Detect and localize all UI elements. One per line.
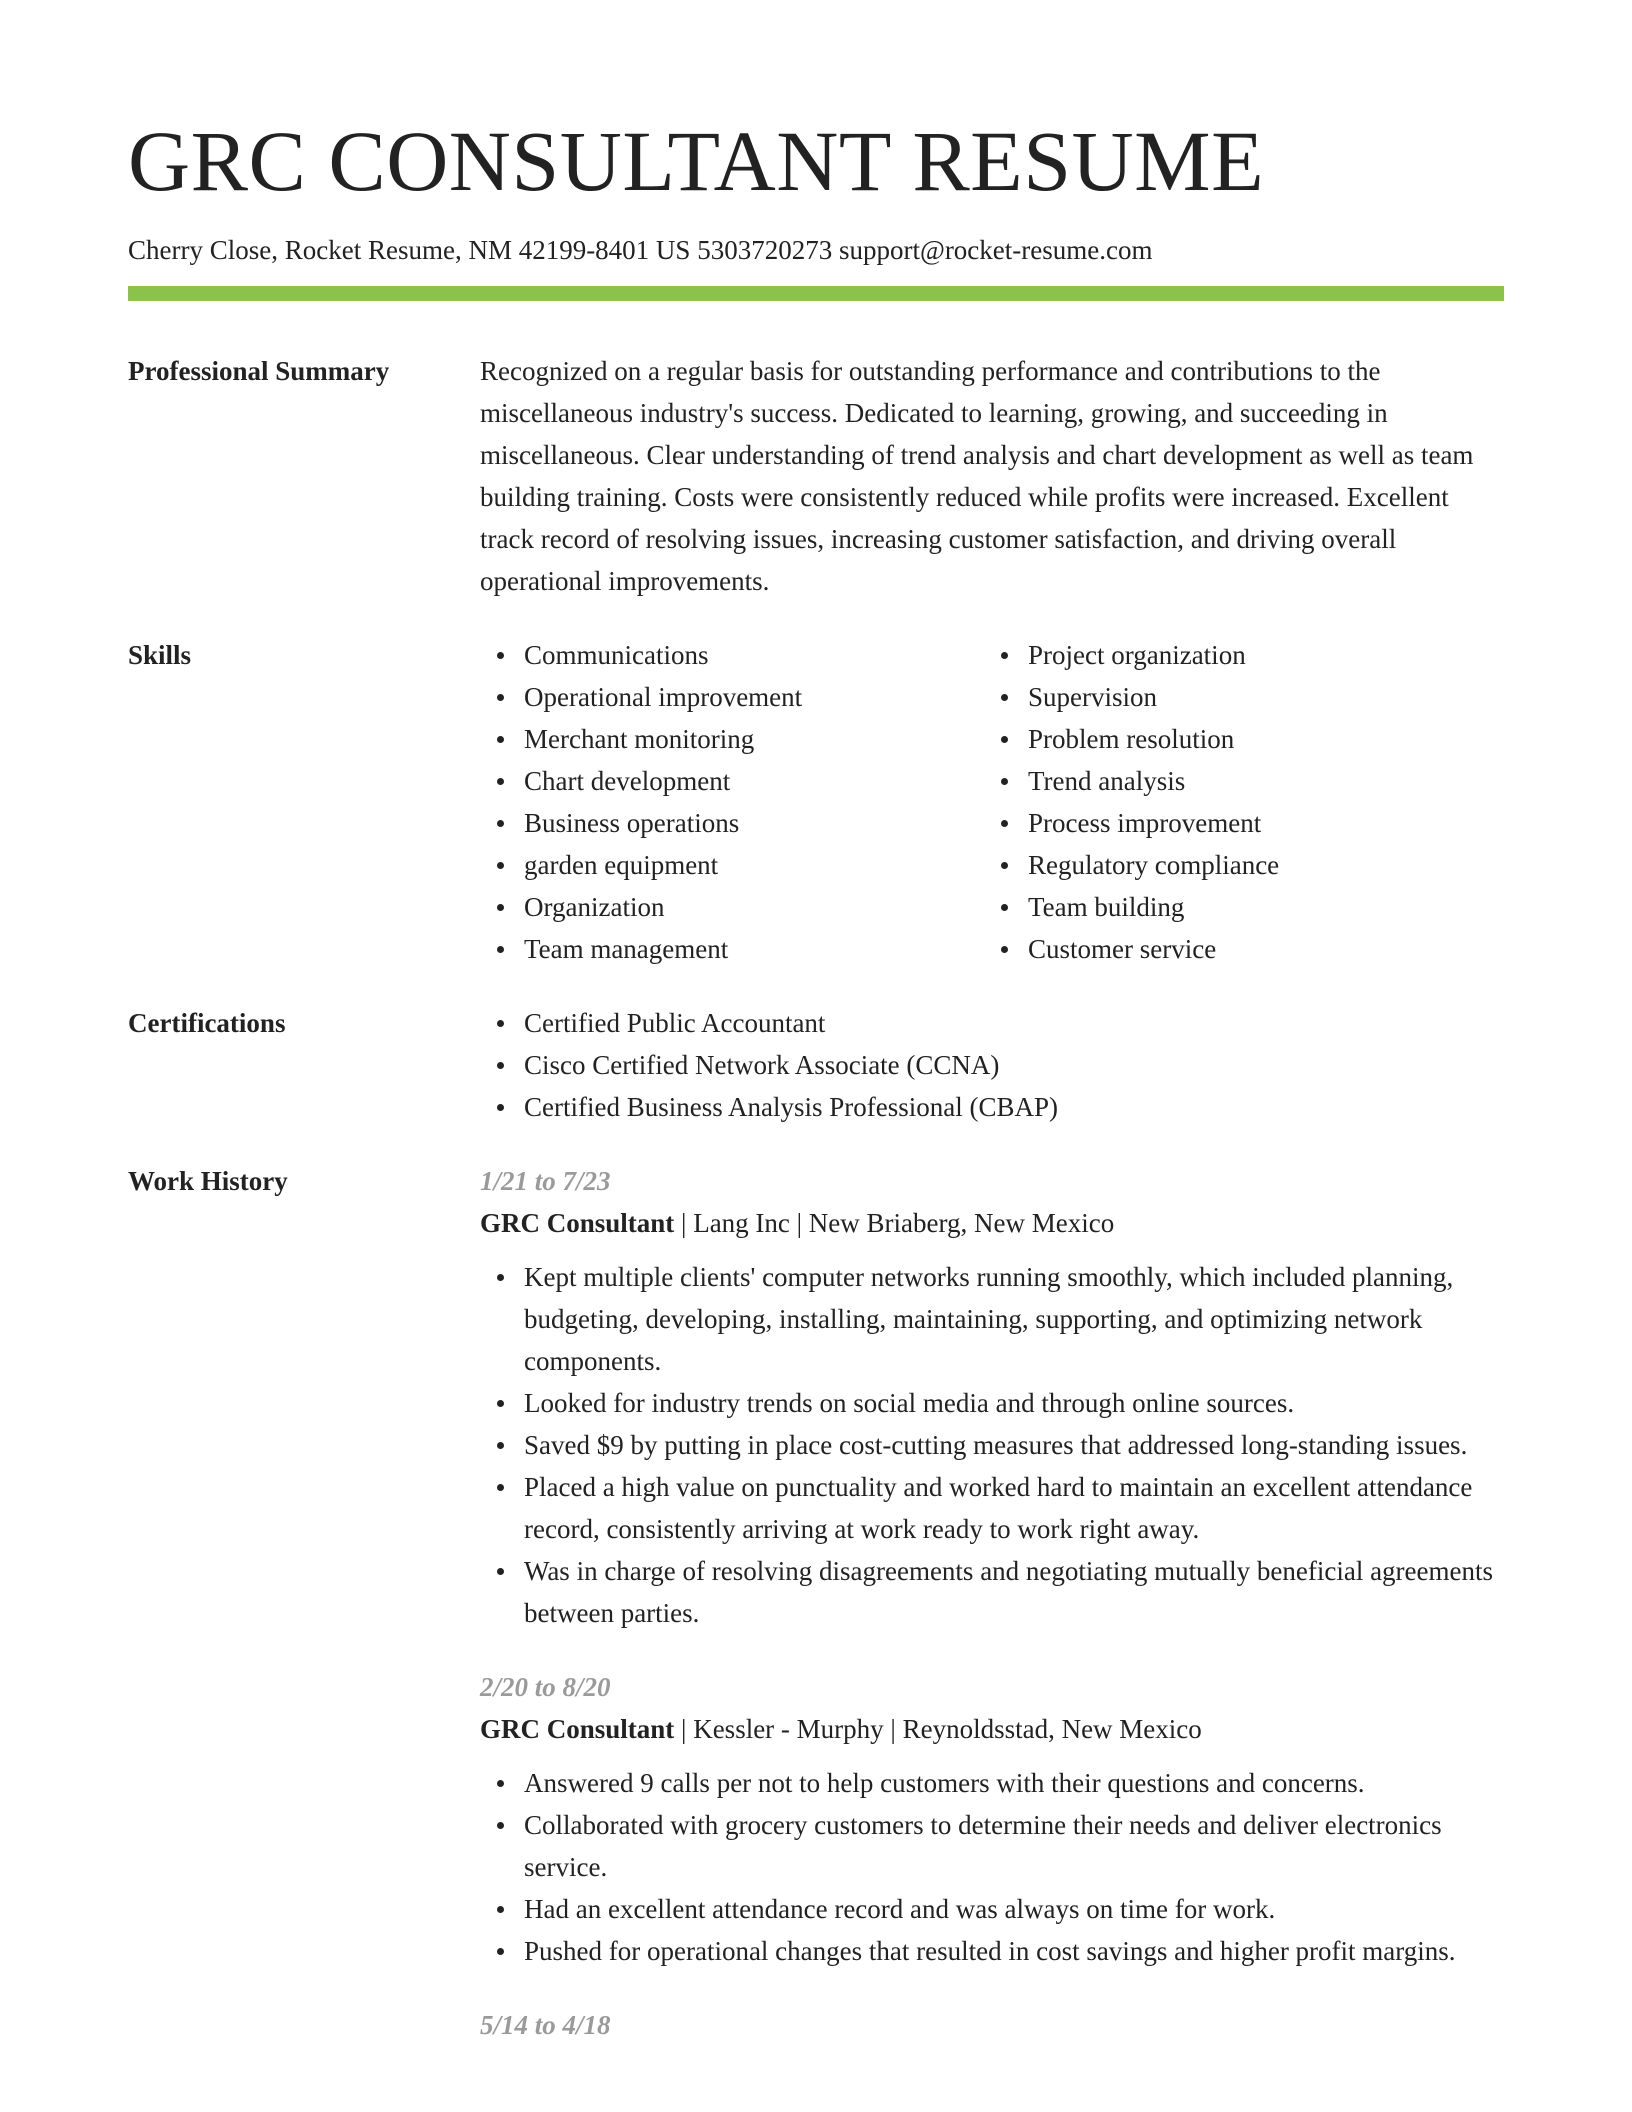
job-dates: 2/20 to 8/20	[480, 1672, 611, 1702]
skills-column-right	[984, 634, 1488, 970]
skill-item: Communications	[480, 634, 984, 676]
job-bullet: Was in charge of resolving disagreements and negotiating mutually beneficial agreements between parties.	[480, 1550, 1504, 1634]
job-entry	[480, 1160, 1504, 1634]
skill-item: Team management	[480, 928, 984, 970]
skills-content	[480, 634, 1504, 970]
skills-section	[128, 634, 1504, 970]
section-heading-summary: Professional Summary	[128, 356, 390, 386]
certification-item: Certified Business Analysis Professional (CBAP)	[480, 1086, 1504, 1128]
job-bullet: Collaborated with grocery customers to determine their needs and deliver electronics service.	[480, 1804, 1504, 1888]
skill-item: Merchant monitoring	[480, 718, 984, 760]
job-entry	[480, 1666, 1504, 1972]
skill-item: Process improvement	[984, 802, 1488, 844]
skill-item: Regulatory compliance	[984, 844, 1488, 886]
job-heading	[480, 1708, 1504, 1750]
job-bullet: Looked for industry trends on social media and through online sources.	[480, 1382, 1504, 1424]
job-entry	[480, 2004, 1504, 2046]
skills-column-left	[480, 634, 984, 970]
section-heading-certifications: Certifications	[128, 1008, 286, 1038]
work-history-content	[480, 1160, 1504, 2078]
work-history-section	[128, 1160, 1504, 2078]
skill-item: Project organization	[984, 634, 1488, 676]
job-bullet: Placed a high value on punctuality and worked hard to maintain an excellent attendance record, consistently arriving at work ready to work right away.	[480, 1466, 1504, 1550]
certification-item: Certified Public Accountant	[480, 1002, 1504, 1044]
certifications-list	[480, 1002, 1504, 1128]
job-title: GRC Consultant	[480, 1714, 675, 1744]
skills-grid	[480, 634, 1504, 970]
accent-divider	[128, 286, 1504, 301]
skill-item: Organization	[480, 886, 984, 928]
job-bullets	[480, 1762, 1504, 1972]
summary-section	[128, 350, 1504, 602]
summary-content	[480, 350, 1504, 602]
contact-line: Cherry Close, Rocket Resume, NM 42199-8401 US 5303720273 support@rocket-resume.com	[128, 235, 1153, 265]
certification-item: Cisco Certified Network Associate (CCNA)	[480, 1044, 1504, 1086]
skill-item: Supervision	[984, 676, 1488, 718]
job-dates: 1/21 to 7/23	[480, 1166, 611, 1196]
skill-item: Operational improvement	[480, 676, 984, 718]
job-title: GRC Consultant	[480, 1208, 675, 1238]
skill-item: Business operations	[480, 802, 984, 844]
job-bullet: Answered 9 calls per not to help customers with their questions and concerns.	[480, 1762, 1504, 1804]
summary-text: Recognized on a regular basis for outstanding performance and contributions to the miscellaneous industry's success. Dedicated to learning, growing, and succeeding in miscellaneous. Clear understanding of trend analysis and chart development as well as team building training. Costs were consistently reduced while profits were increased. Excellent track record of resolving issues, increasing customer satisfaction, and driving overall operational improvements.	[480, 356, 1474, 596]
job-dates: 5/14 to 4/18	[480, 2010, 611, 2040]
job-bullet: Pushed for operational changes that resulted in cost savings and higher profit margins.	[480, 1930, 1504, 1972]
job-bullets	[480, 1256, 1504, 1634]
certifications-content	[480, 1002, 1504, 1128]
skill-item: Problem resolution	[984, 718, 1488, 760]
skill-item: Customer service	[984, 928, 1488, 970]
skill-item: Team building	[984, 886, 1488, 928]
skill-item: garden equipment	[480, 844, 984, 886]
job-bullet: Kept multiple clients' computer networks running smoothly, which included planning, budgeting, developing, installing, maintaining, supporting, and optimizing network components.	[480, 1256, 1504, 1382]
skill-item: Chart development	[480, 760, 984, 802]
resume-title: GRC CONSULTANT RESUME	[128, 113, 1265, 209]
resume-body	[128, 350, 1504, 2110]
skill-item: Trend analysis	[984, 760, 1488, 802]
section-heading-work-history: Work History	[128, 1166, 288, 1196]
job-bullet: Had an excellent attendance record and was always on time for work.	[480, 1888, 1504, 1930]
job-company-location: | Lang Inc | New Briaberg, New Mexico	[674, 1208, 1115, 1238]
job-company-location: | Kessler - Murphy | Reynoldsstad, New Mexico	[674, 1714, 1202, 1744]
certifications-section	[128, 1002, 1504, 1128]
job-heading	[480, 1202, 1504, 1244]
section-heading-skills: Skills	[128, 640, 192, 670]
job-bullet: Saved $9 by putting in place cost-cutting measures that addressed long-standing issues.	[480, 1424, 1504, 1466]
